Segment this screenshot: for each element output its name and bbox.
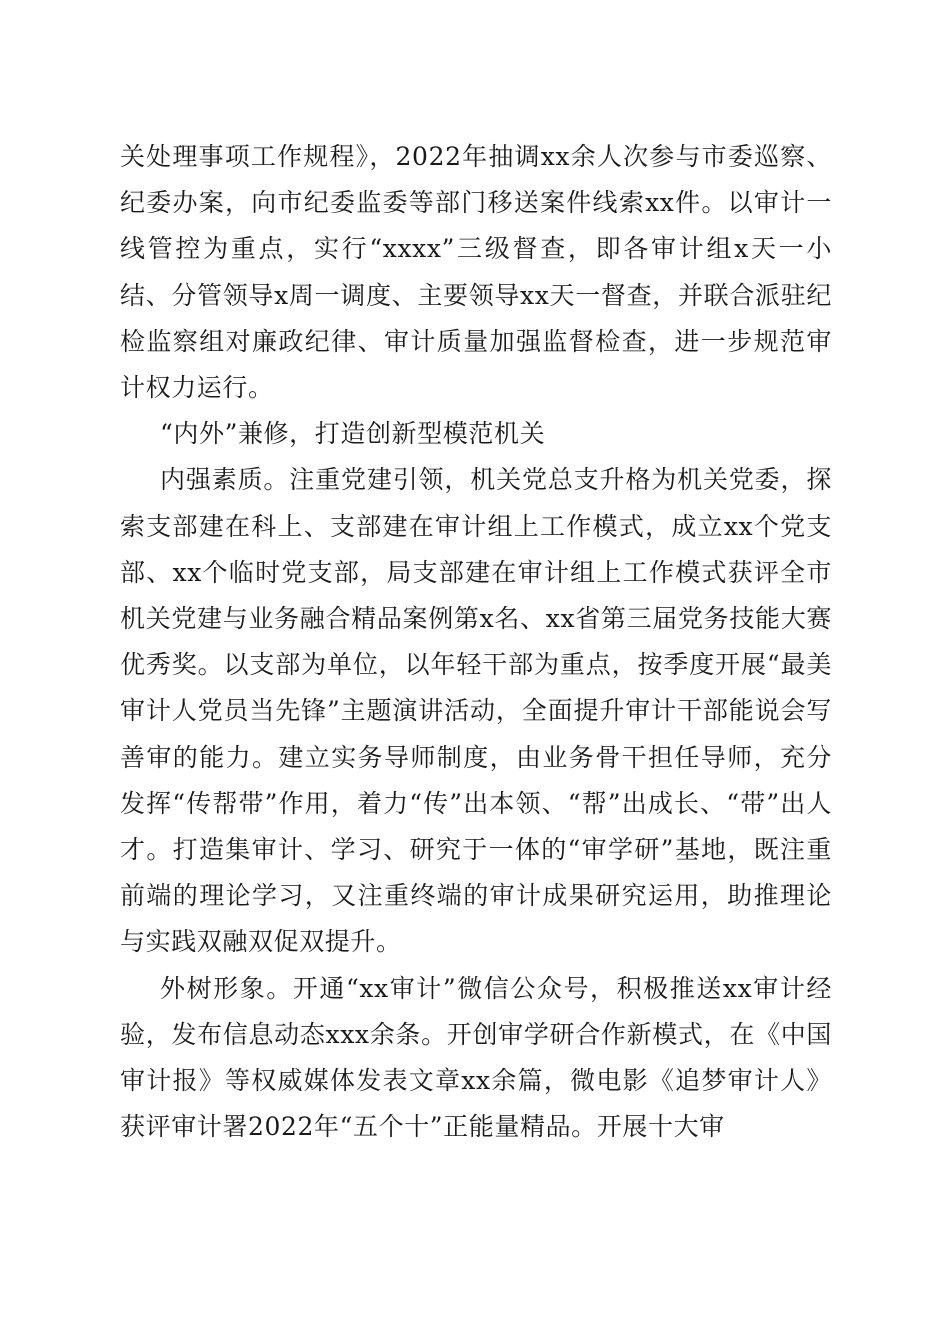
- document-body: [120, 134, 832, 1150]
- paragraph-outer-image: 外树形象。开通“xx审计”微信公众号，积极推送xx审计经验，发布信息动态xxx余条。开创审学研合作新模式，在《中国审计报》等权威媒体发表文章xx余篇，微电影《追梦审计人》获评审计署2022年“五个十”正能量精品。开展十大审: [120, 973, 832, 1142]
- paragraph-continued: 关处理事项工作规程》，2022年抽调xx余人次参与市委巡察、纪委办案，向市纪委监委等部门移送案件线索xx件。以审计一线管控为重点，实行“xxxx”三级督查，即各审计组x天一小结、分管领导x周一调度、主要领导xx天一督查，并联合派驻纪检监察组对廉政纪律、审计质量加强监督检查，进一步规范审计权力运行。: [120, 142, 832, 403]
- paragraph-inner-quality: 内强素质。注重党建引领，机关党总支升格为机关党委，探索支部建在科上、支部建在审计组上工作模式，成立xx个党支部、xx个临时党支部，局支部建在审计组上工作模式获评全市机关党建与业务融合精品案例第x名、xx省第三届党务技能大赛优秀奖。以支部为单位，以年轻干部为重点，按季度开展“最美审计人党员当先锋”主题演讲活动，全面提升审计干部能说会写善审的能力。建立实务导师制度，由业务骨干担任导师，充分发挥“传帮带”作用，着力“传”出本领、“帮”出成长、“带”出人才。打造集审计、学习、研究于一体的“审学研”基地，既注重前端的理论学习，又注重终端的审计成果研究运用，助推理论与实践双融双促双提升。: [120, 465, 832, 957]
- section-heading: “内外”兼修，打造创新型模范机关: [160, 419, 546, 449]
